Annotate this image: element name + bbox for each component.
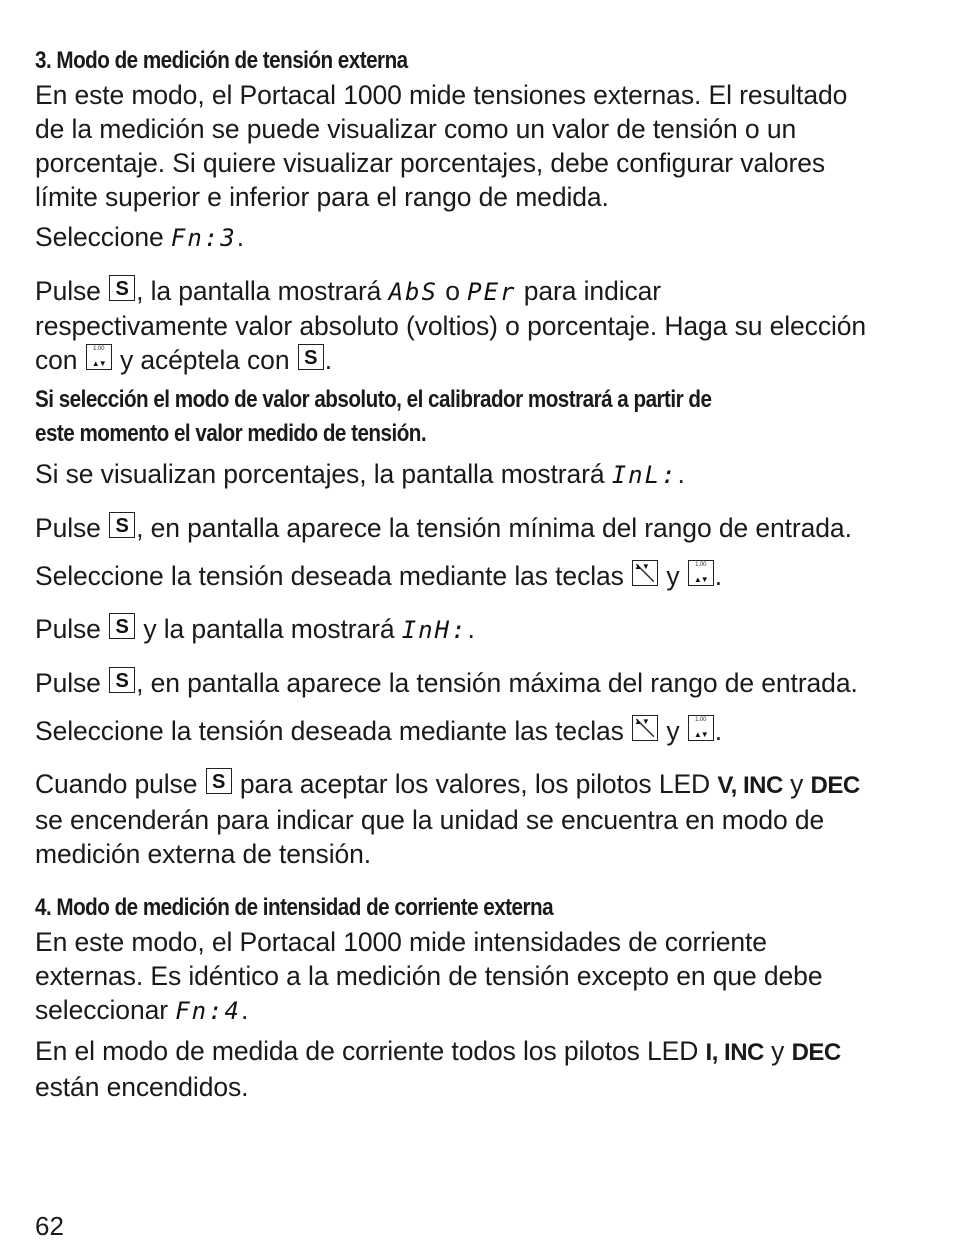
led-i-inc: I, INC bbox=[705, 1039, 764, 1066]
select-fn4-line: seleccionar Fn:4. bbox=[35, 995, 249, 1025]
accept-line-1: Cuando pulse S para aceptar los valores, los pilotos LED V, INC y DEC bbox=[35, 767, 925, 803]
pulse-abs-line-1: Pulse S, la pantalla mostrará AbS o PEr para indicar bbox=[35, 274, 925, 309]
select-fn3-line: Seleccione Fn:3. bbox=[35, 222, 244, 252]
bold-note-line-2: este momento el valor medido de tensión. bbox=[35, 420, 427, 447]
lcd-fn4: Fn:4 bbox=[175, 997, 241, 1025]
s-key-icon bbox=[109, 512, 135, 538]
led-v-inc: V, INC bbox=[717, 772, 783, 799]
lcd-fn3: Fn:3 bbox=[170, 224, 237, 252]
led-dec: DEC bbox=[791, 1039, 841, 1066]
s-key-icon bbox=[206, 768, 232, 794]
accept-line-3: medición externa de tensión. bbox=[35, 839, 372, 869]
down-key-icon bbox=[688, 560, 714, 586]
s-key-icon bbox=[109, 613, 135, 639]
section-3-intro-line-1: En este modo, el Portacal 1000 mide tensiones externas. El resultado bbox=[35, 80, 848, 110]
select-keys-line-2: Seleccione la tensión deseada mediante las teclas ▲▼ y 1.00 ▲▼. bbox=[35, 714, 925, 748]
section-3-intro-line-3: porcentaje. Si quiere visualizar porcentajes, debe configurar valores bbox=[35, 148, 826, 178]
pulse-min-line: Pulse S, en pantalla aparece la tensión mínima del rango de entrada. bbox=[35, 511, 925, 545]
up-key-icon bbox=[632, 560, 658, 586]
lcd-abs: AbS bbox=[388, 278, 438, 306]
section-4-heading: 4. Modo de medición de intensidad de corriente externa bbox=[35, 894, 554, 921]
up-key-icon bbox=[632, 715, 658, 741]
pulse-max-line: Pulse S, en pantalla aparece la tensión máxima del rango de entrada. bbox=[35, 666, 925, 700]
section-4-intro-line-1: En este modo, el Portacal 1000 mide intensidades de corriente bbox=[35, 927, 767, 957]
bold-note-line-1: Si selección el modo de valor absoluto, el calibrador mostrará a partir de bbox=[35, 386, 712, 413]
section-4-intro-line-2: externas. Es idéntico a la medición de tensión excepto en que debe bbox=[35, 961, 823, 991]
pulse-inh-line: Pulse S y la pantalla mostrará InH:. bbox=[35, 612, 925, 647]
percent-line: Si se visualizan porcentajes, la pantalla mostrará InL:. bbox=[35, 459, 685, 489]
section-3-heading: 3. Modo de medición de tensión externa bbox=[35, 47, 408, 74]
section-3-intro-line-2: de la medición se puede visualizar como un valor de tensión o un bbox=[35, 114, 797, 144]
select-keys-line-1: Seleccione la tensión deseada mediante las teclas ▲▼ y 1.00 ▲▼. bbox=[35, 559, 925, 593]
s-key-icon bbox=[109, 667, 135, 693]
leds-line-2: están encendidos. bbox=[35, 1072, 249, 1102]
lcd-inh: InH: bbox=[401, 616, 468, 644]
page-number: 62 bbox=[35, 1211, 64, 1241]
pulse-abs-line-2: respectivamente valor absoluto (voltios) o porcentaje. Haga su elección bbox=[35, 311, 867, 341]
s-key-icon bbox=[109, 275, 135, 301]
lcd-inl: InL: bbox=[611, 461, 678, 489]
pulse-abs-line-3: con 1.00 ▲▼ y acéptela con S. bbox=[35, 343, 925, 377]
down-key-icon bbox=[688, 715, 714, 741]
leds-line-1: En el modo de medida de corriente todos los pilotos LED I, INC y DEC bbox=[35, 1036, 841, 1066]
led-dec: DEC bbox=[810, 772, 860, 799]
accept-line-2: se encenderán para indicar que la unidad se encuentra en modo de bbox=[35, 805, 825, 835]
down-key-icon bbox=[86, 344, 112, 370]
s-key-icon bbox=[298, 344, 324, 370]
section-3-intro-line-4: límite superior e inferior para el rango de medida. bbox=[35, 182, 609, 212]
manual-page bbox=[35, 44, 925, 1104]
lcd-per: PEr bbox=[467, 278, 517, 306]
